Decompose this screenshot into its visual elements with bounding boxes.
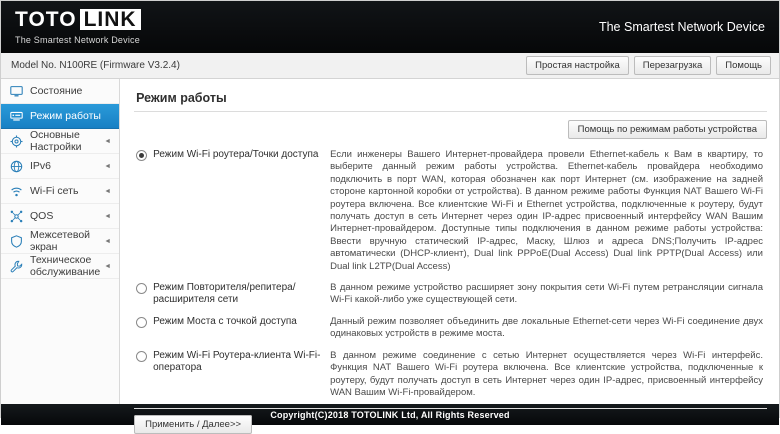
radio-wisp-client-mode[interactable]	[136, 351, 147, 362]
qos-icon	[9, 209, 24, 224]
model-info-text: Model No. N100RE (Firmware V3.2.4)	[11, 60, 180, 71]
radio-router-ap-mode[interactable]	[136, 150, 147, 161]
top-button-group	[526, 56, 771, 75]
sidebar-item-label: Основные Настройки	[30, 129, 82, 153]
sidebar-item-label: Wi-Fi сеть	[30, 185, 79, 197]
option-row-repeater	[134, 282, 767, 307]
operation-mode-help-button[interactable]: Помощь по режимам работы устройства	[568, 120, 767, 139]
sidebar-item-wifi[interactable]	[1, 179, 119, 204]
option-description: В данном режиме устройство расширяет зону покрытия сети Wi-Fi путем ретрансляции сигнала Wi-Fi какой-либо уже существующей сети.	[330, 282, 763, 306]
sidebar-item-label: Техническое обслуживание	[30, 254, 101, 278]
option-description: Если инженеры Вашего Интернет-провайдера провели Ethernet-кабель к Вам в квартиру, то выберите данный режим работы устройства. Ethernet-кабель провайдера необходимо подключить в порт WAN, которая обозначен как порт Интернет (см. изображение на задней стороне картонной коробки от устройства). В данном режиме работы Функция NAT Вашего Wi-Fi роутера включена. Все клиентские Wi-Fi и Ethernet устройства, подключенные к роутеру, будут получать доступ в сеть Интернет через один IP-адрес присвоенный интерфейсу WAN Вашим Интернет-провайдером. Доступные типы подключения в данном режиме работы устройства: Ввести вручную статический IP-адрес, Маску, Шлюз и адреса DNS;Получить IP-адрес автоматически (DHCP-клиент), Dual link PPPoE(Dual Access) Dual link PPTP(Dual Access) или Dual link L2TP(Dual Access)	[330, 149, 763, 272]
title-divider	[134, 111, 767, 112]
brand-logo-link: LINK	[80, 9, 141, 30]
page-title: Режим работы	[136, 91, 227, 105]
brand-logo-block	[15, 9, 141, 45]
help-button[interactable]: Помощь	[716, 56, 771, 75]
chevron-left-icon: ◄	[104, 162, 112, 170]
sidebar-item-label: Состояние	[30, 85, 83, 97]
header-slogan: The Smartest Network Device	[598, 20, 765, 34]
option-description: В данном режиме соединение с сетью Интернет осуществляется через Wi-Fi интерфейс. Функция NAT Вашего Wi-Fi роутера включена. Все клиентские устройства, подключенные к роутеру, будут получать доступ в сеть Интернет через один IP-адрес, присвоенный интерфейсу WAN Вашим Wi-Fi-провайдером.	[330, 349, 763, 398]
sidebar-item-qos[interactable]	[1, 204, 119, 229]
wrench-icon	[9, 259, 24, 274]
option-label: Режим Повторителя/репитера/расширителя сети	[153, 282, 296, 306]
bottom-divider	[134, 408, 767, 409]
sidebar-item-maintenance[interactable]	[1, 254, 119, 279]
sidebar-item-ipv6[interactable]	[1, 154, 119, 179]
reboot-button[interactable]: Перезагрузка	[634, 56, 712, 75]
shield-icon	[9, 234, 24, 249]
sidebar-item-operation-mode[interactable]	[1, 104, 119, 129]
option-row-bridge-ap	[134, 316, 767, 341]
option-label-group[interactable]	[134, 316, 330, 328]
page-header	[1, 1, 779, 53]
chevron-left-icon: ◄	[104, 262, 112, 270]
radio-repeater-mode[interactable]	[136, 283, 147, 294]
sidebar-item-basic-settings[interactable]	[1, 129, 119, 154]
option-label: Режим Моста с точкой доступа	[153, 315, 297, 327]
chevron-left-icon: ◄	[104, 212, 112, 220]
apply-next-button[interactable]: Применить / Далее>>	[134, 415, 252, 434]
gear-icon	[9, 134, 24, 149]
sidebar-item-firewall[interactable]	[1, 229, 119, 254]
sidebar-item-label: IPv6	[30, 160, 52, 172]
chevron-left-icon: ◄	[104, 237, 112, 245]
chevron-left-icon: ◄	[104, 187, 112, 195]
option-label-group[interactable]	[134, 350, 330, 374]
chevron-left-icon: ◄	[104, 137, 112, 145]
brand-logo	[15, 9, 141, 30]
option-description: Данный режим позволяет объединить две локальные Ethernet-сети через Wi-Fi соединение двух одинаковых устройств в режиме моста.	[330, 315, 763, 340]
mode-icon	[9, 109, 24, 124]
option-label: Режим Wi-Fi Роутера-клиента Wi-Fi-оператора	[153, 349, 321, 373]
option-label-group[interactable]	[134, 149, 330, 161]
brand-logo-toto: TOTO	[15, 8, 77, 31]
help-row	[134, 120, 767, 139]
option-row-router-ap	[134, 149, 767, 273]
radio-bridge-mode[interactable]	[136, 317, 147, 328]
model-bar	[1, 53, 779, 79]
monitor-icon	[9, 84, 24, 99]
sidebar-nav	[1, 79, 120, 404]
option-label-group[interactable]	[134, 282, 330, 306]
copyright-text: Copyright(C)2018 TOTOLINK Ltd, All Rights Reserved	[270, 409, 510, 420]
option-label: Режим Wi-Fi роутера/Точки доступа	[153, 149, 319, 160]
easy-setup-button[interactable]: Простая настройка	[526, 56, 629, 75]
sidebar-item-label: Режим работы	[30, 110, 101, 122]
brand-tagline: The Smartest Network Device	[15, 35, 140, 45]
sidebar-item-label: Межсетевой экран	[30, 229, 91, 253]
wifi-icon	[9, 184, 24, 199]
option-row-wisp-client	[134, 350, 767, 400]
sidebar-item-label: QOS	[30, 210, 54, 222]
sidebar-item-status[interactable]	[1, 79, 119, 104]
globe-icon	[9, 159, 24, 174]
